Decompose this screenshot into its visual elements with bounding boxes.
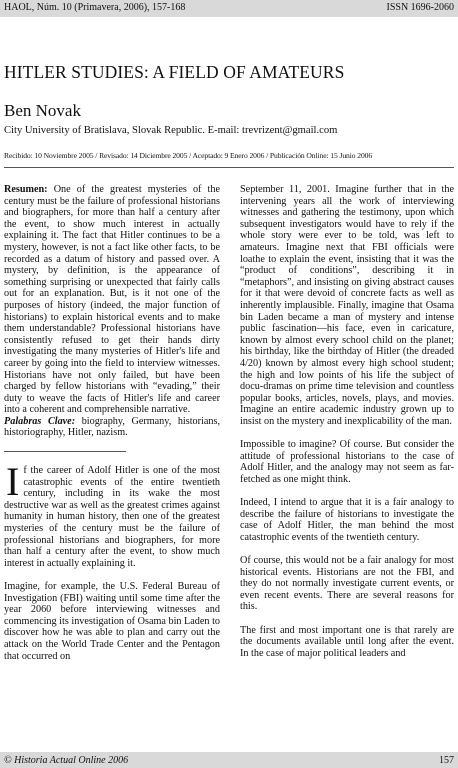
body-paragraph-1: If the career of Adolf Hitler is one of the most catastrophic events of the entire twentieth century, including in its wake the most destructive war as well as the greatest crimes against humanity in human history, then one of the greatest mysteries of the century must be the failure of professional historians and biographers, for more than half a century after the event, to show much interest in actually explaining it. bbox=[4, 459, 220, 569]
running-footer bbox=[0, 752, 458, 768]
right-column bbox=[240, 184, 454, 659]
body-paragraph-2: Imagine, for example, the U.S. Federal Bureau of Investigation (FBI) waiting until some time after the year 2060 before interviewing witnesses and commencing its investigation of Osama bin Laden to discover how he was able to plan and carry out the attack on the World Trade Center and the Pentagon that occurred on bbox=[4, 581, 220, 662]
footer-source: © Historia Actual Online 2006 bbox=[4, 755, 129, 766]
body-paragraph-5: Indeed, I intend to argue that it is a fair analogy to describe the failure of historians to investigate the case of Adolf Hitler, the man behind the most catastrophic events of the twentieth century. bbox=[240, 497, 454, 543]
body-paragraph-3: September 11, 2001. Imagine further that in the intervening years all the work of interviewing witnesses and gathering the testimony, upon which subsequent investigators would have to rely if the whole story were ever to be told, was left to amateurs. Imagine next that FBI officials were loathe to explain the event, insisting that it was the “product of conditions”, describing it in “metaphors”, and insisting on giving abstract causes for it that were devoid of concrete facts as well as inherently implausible. Finally, imagine that Osama bin Laden became a man of mystery and intense public fascination—his face, even in caricature, known by almost every school child on the planet; his birthday, like the birthday of Hitler (the dreaded 4/20) known by almost every high school student; the high and low points of his life the subject of docu-dramas on prime time television and countless popular books, articles, novels, plays, and movies. Imagine an entire academic industry grown up to insist on the mystery and inexplicability of the man. bbox=[240, 184, 454, 427]
issn: ISSN 1696-2060 bbox=[386, 2, 454, 13]
body-paragraph-7: The first and most important one is that rarely are the documents available until long after the event. In the case of major political leaders and bbox=[240, 624, 454, 659]
keywords-text: biography, Germany, historians, historiography, Hitler, nazism. bbox=[4, 415, 220, 439]
journal-info: HAOL, Núm. 10 (Primavera, 2006), 157-168 bbox=[4, 2, 186, 13]
abstract bbox=[4, 184, 220, 416]
author-affiliation: City University of Bratislava, Slovak Republic. E-mail: trevrizent@gmail.com bbox=[4, 125, 338, 136]
abstract-label: Resumen: bbox=[4, 184, 48, 195]
publication-dates: Recibido: 10 Noviembre 2005 / Revisado: 14 Diciembre 2005 / Aceptado: 9 Enero 2006 / Publicación Online: 15 Junio 2006 bbox=[4, 151, 373, 160]
article-title: HITLER STUDIES: A FIELD OF AMATEURS bbox=[4, 62, 345, 82]
abstract-text: One of the greatest mysteries of the century must be the failure of professional historians and biographers, for more than half a century after the event, to show much interest in actually explaining it. The fact that Hitler continues to be a mystery, however, is not a fact like other facts, to be recorded as a datum of history and passed over. A mystery, by definition, is the appearance of something surprising or unexpected that fairly calls out for an explanation. But, is it not one of the purposes of history (indeed, the major function of historians) to explain historical events and to make them understandable? Professional historians have consistently refused to get their hands dirty investigating the many mysteries of Hitler's life and career by going into the field to interview witnesses. Historians have not only failed, but have been charged by fellow historians with “evading,” their duty to weave the facts of Hitler's life and career into a coherent and comprehensible narrative. bbox=[4, 184, 220, 416]
body-paragraph-4: Impossible to imagine? Of course. But consider the attitude of professional historians to the case of Adolf Hitler, and the analogy may not seem as far-fetched as one might think. bbox=[240, 439, 454, 485]
header-divider bbox=[4, 167, 454, 168]
keywords-label: Palabras Clave: bbox=[4, 415, 76, 427]
abstract-divider bbox=[4, 451, 126, 452]
drop-cap: I bbox=[6, 459, 20, 505]
running-header bbox=[0, 0, 458, 17]
author-name: Ben Novak bbox=[4, 101, 81, 120]
body-paragraph-6: Of course, this would not be a fair analogy for most historical events. Historians are not the FBI, and they do not normally investigate current events, or even recent events. There are several reasons for this. bbox=[240, 555, 454, 613]
left-column bbox=[4, 184, 220, 662]
keywords bbox=[4, 416, 220, 439]
page-number: 157 bbox=[439, 755, 454, 766]
